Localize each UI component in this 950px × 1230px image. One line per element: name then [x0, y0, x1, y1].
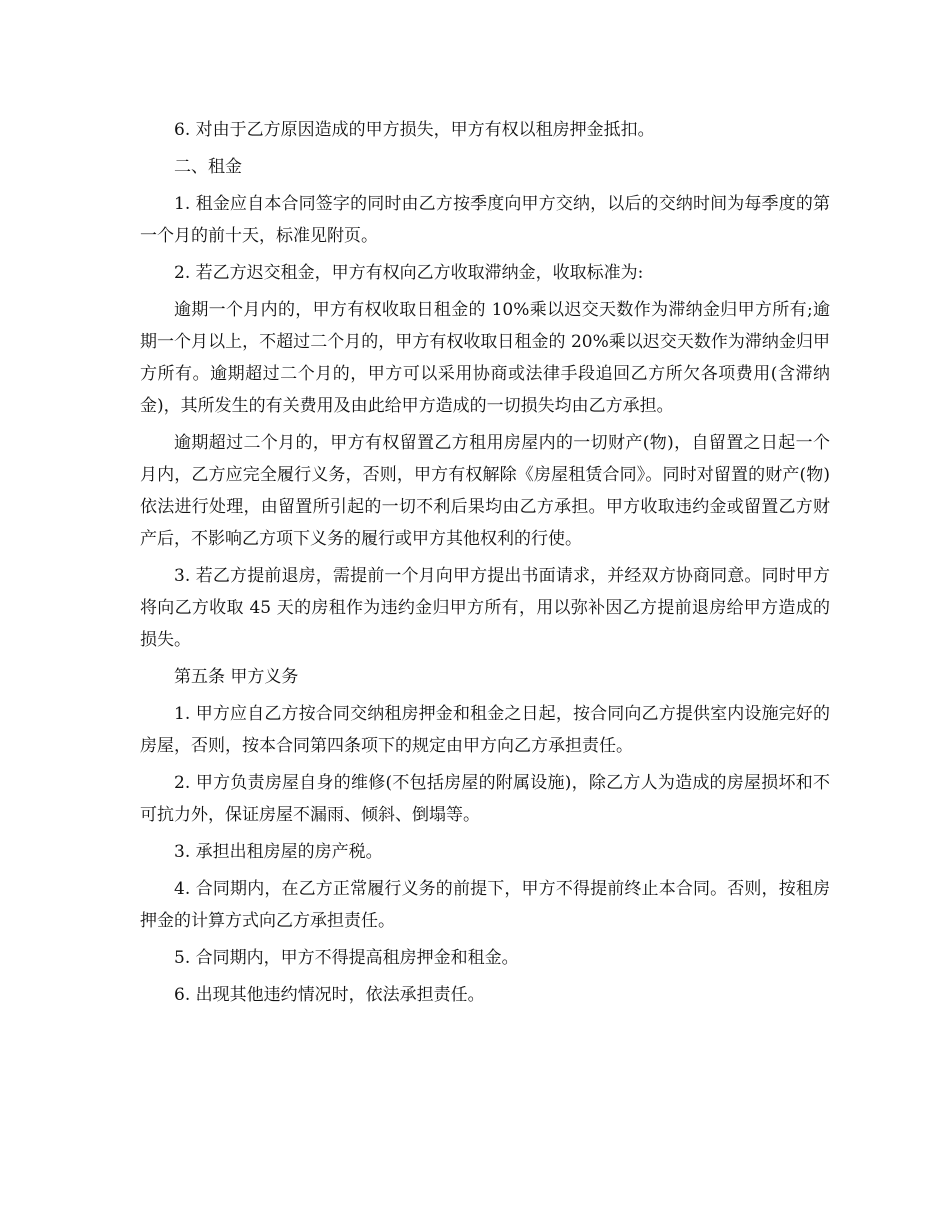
clause-lien-detail: 逾期超过二个月的，甲方有权留置乙方租用房屋内的一切财产(物)，自留置之日起一个月内，乙方应完全履行义务，否则，甲方有权解除《房屋租赁合同》。同时对留置的财产(物)依法进行处理，由留置所引起的一切不利后果均由乙方承担。甲方收取违约金或留置乙方财产后，不影响乙方项下义务的履行或甲方其他权利的行使。	[140, 433, 830, 549]
clause-a5-5: 5. 合同期内，甲方不得提高租房押金和租金。	[174, 948, 519, 968]
clause-rent-1: 1. 租金应自本合同签字的同时由乙方按季度向甲方交纳，以后的交纳时间为每季度的第一个月的前十天，标准见附页。	[140, 194, 830, 246]
clause-a5-3: 3. 承担出租房屋的房产税。	[174, 842, 383, 862]
clause-rent-2: 2. 若乙方迟交租金，甲方有权向乙方收取滞纳金，收取标准为:	[174, 263, 644, 283]
clause-a5-2: 2. 甲方负责房屋自身的维修(不包括房屋的附属设施)，除乙方人为造成的房屋损坏和不可抗力外，保证房屋不漏雨、倾斜、倒塌等。	[140, 773, 830, 825]
clause-a5-4: 4. 合同期内，在乙方正常履行义务的前提下，甲方不得提前终止本合同。否则，按租房押金的计算方式向乙方承担责任。	[140, 879, 830, 931]
clause-late-fee-detail: 逾期一个月内的，甲方有权收取日租金的 10%乘以迟交天数作为滞纳金归甲方所有;逾期一个月以上，不超过二个月的，甲方有权收取日租金的 20%乘以迟交天数作为滞纳金归甲方所有。逾期超过二个月的，甲方可以采用协商或法律手段追回乙方所欠各项费用(含滞纳金)，其所发生的有关费用及由此给甲方造成的一切损失均由乙方承担。	[140, 300, 830, 416]
document-page	[140, 114, 830, 1016]
article-5-heading: 第五条 甲方义务	[174, 667, 299, 687]
clause-rent-3: 3. 若乙方提前退房，需提前一个月向甲方提出书面请求，并经双方协商同意。同时甲方将向乙方收取 45 天的房租作为违约金归甲方所有，用以弥补因乙方提前退房给甲方造成的损失。	[140, 566, 830, 650]
clause-a5-6: 6. 出现其他违约情况时，依法承担责任。	[174, 985, 485, 1005]
clause-6-deposit-deduction: 6. 对由于乙方原因造成的甲方损失，甲方有权以租房押金抵扣。	[174, 120, 655, 140]
section-heading-rent: 二、租金	[174, 157, 242, 177]
clause-a5-1: 1. 甲方应自乙方按合同交纳租房押金和租金之日起，按合同向乙方提供室内设施完好的房屋，否则，按本合同第四条项下的规定由甲方向乙方承担责任。	[140, 704, 830, 756]
